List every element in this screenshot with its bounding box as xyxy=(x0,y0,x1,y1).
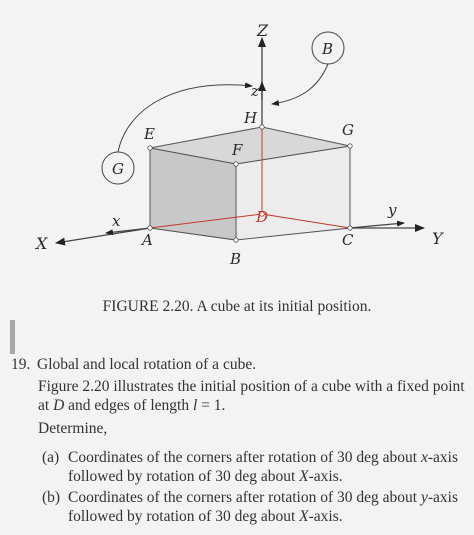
figure-caption: FIGURE 2.20. A cube at its initial position. xyxy=(102,298,372,315)
problem-number: 19. xyxy=(11,356,31,373)
label-Z: Z xyxy=(257,21,269,40)
local-y-axis xyxy=(350,223,404,228)
subitem-a-text xyxy=(68,448,467,486)
label-X: X xyxy=(36,234,48,253)
subitem-b-axis2: X xyxy=(299,508,309,525)
statement-line-2-mid: and edges of length xyxy=(64,397,193,414)
vertex-E xyxy=(148,146,152,150)
subitem-b-tag: (b) xyxy=(42,489,61,506)
vertex-B xyxy=(234,238,238,242)
subitem-a-line1: Coordinates of the corners after rotation of 30 deg about xyxy=(68,449,421,466)
statement-line-2-pre: at xyxy=(38,397,54,414)
problem-title: Global and local rotation of a cube. xyxy=(37,356,257,373)
label-B: B xyxy=(230,250,242,268)
vertex-F xyxy=(234,162,238,166)
subitem-a-line1-post: -axis xyxy=(427,449,458,466)
label-g-circle: G xyxy=(112,160,124,178)
subitem-b xyxy=(42,488,467,526)
subitem-b-text xyxy=(68,488,467,526)
label-z: z xyxy=(251,82,259,100)
label-Y: Y xyxy=(432,229,443,248)
statement-line-2-post: = 1. xyxy=(197,397,226,414)
subitem-b-line1: Coordinates of the corners after rotation of 30 deg about xyxy=(68,489,421,506)
subitem-b-axis1: y xyxy=(420,489,428,506)
label-A: A xyxy=(142,231,153,249)
subitem-b-line2: followed by rotation of 30 deg about xyxy=(68,508,300,525)
global-x-axis xyxy=(56,228,150,243)
label-F: F xyxy=(232,141,243,159)
subitem-a-line2: followed by rotation of 30 deg about xyxy=(68,468,300,485)
vertex-A xyxy=(148,226,152,230)
label-G: G xyxy=(342,121,354,139)
label-E: E xyxy=(144,125,155,143)
subitem-a-line2-post: -axis. xyxy=(308,468,343,485)
statement-line-1: Figure 2.20 illustrates the initial position of a cube with a fixed point xyxy=(38,378,465,395)
subitem-a xyxy=(42,448,467,486)
label-x: x xyxy=(112,212,121,230)
subitem-a-axis2: X xyxy=(299,468,309,485)
label-D: D xyxy=(256,208,269,226)
b-frame-arrow xyxy=(272,64,328,104)
vertex-H xyxy=(260,125,264,129)
subitem-a-axis1: x xyxy=(420,449,428,466)
label-y: y xyxy=(388,201,397,219)
statement-length-l: l xyxy=(192,397,198,414)
problem-heading xyxy=(11,355,466,374)
vertex-G xyxy=(348,144,352,148)
determine-label: Determine, xyxy=(38,420,108,437)
subitem-a-tag: (a) xyxy=(42,449,60,466)
subitem-b-line1-post: -axis xyxy=(427,489,458,506)
subitem-b-line2-post: -axis. xyxy=(308,508,343,525)
problem-statement xyxy=(38,377,468,415)
vertex-C xyxy=(348,226,352,230)
statement-point-D: D xyxy=(53,397,65,414)
label-b-circle: B xyxy=(322,40,334,58)
label-H: H xyxy=(244,109,258,127)
label-C: C xyxy=(342,231,354,249)
section-marker xyxy=(10,320,15,354)
